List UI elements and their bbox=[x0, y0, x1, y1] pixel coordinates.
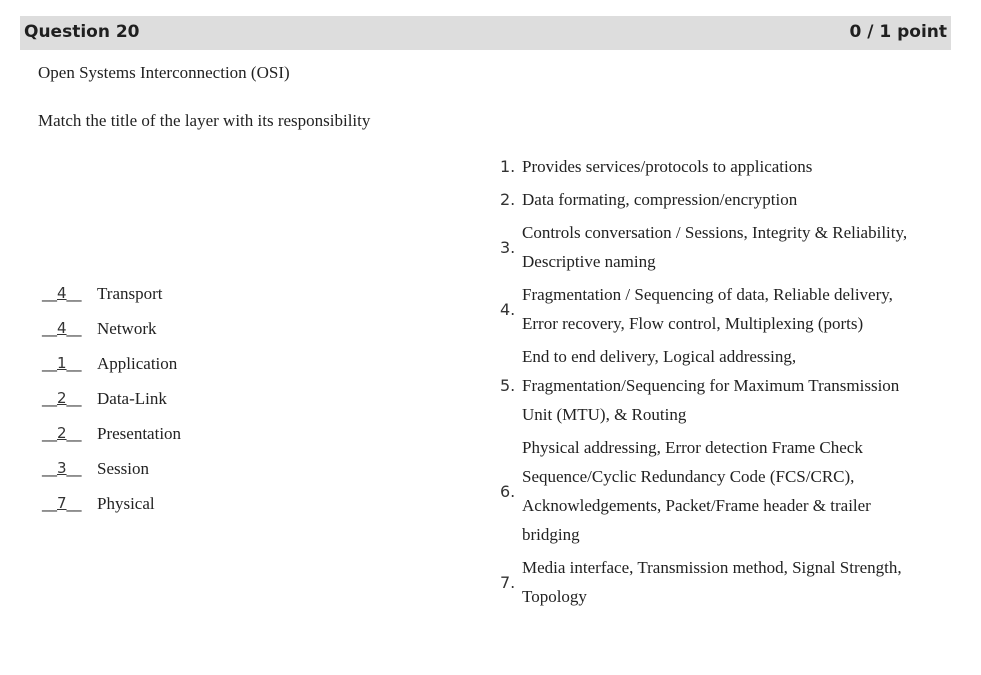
match-answer: 2 bbox=[57, 389, 67, 407]
responsibility-text: End to end delivery, Logical addressing, Fragmentation/Sequencing for Maximum Transmission Unit (MTU), & Routing bbox=[522, 347, 900, 424]
match-list bbox=[42, 284, 181, 529]
match-answer: 1 bbox=[57, 354, 67, 372]
responsibility-number: 7. bbox=[500, 572, 516, 592]
match-layer-label: Data-Link bbox=[97, 389, 167, 408]
match-answer: 7 bbox=[57, 494, 67, 512]
responsibility-item bbox=[500, 340, 940, 431]
match-answer-blank: __1__ bbox=[42, 354, 82, 372]
responsibility-item bbox=[500, 216, 940, 278]
responsibility-text: Fragmentation / Sequencing of data, Reliable delivery, Error recovery, Flow control, Multiplexing (ports) bbox=[522, 285, 893, 333]
responsibility-item bbox=[500, 431, 940, 551]
match-answer-blank: __4__ bbox=[42, 284, 82, 302]
responsibility-item bbox=[500, 551, 940, 613]
match-layer-label: Physical bbox=[97, 494, 155, 513]
responsibility-text: Media interface, Transmission method, Signal Strength, Topology bbox=[522, 558, 902, 606]
match-item bbox=[42, 354, 181, 389]
match-answer-blank: __2__ bbox=[42, 424, 82, 442]
question-score: 0 / 1 point bbox=[849, 22, 947, 42]
question-title: Question 20 bbox=[24, 22, 140, 42]
match-answer: 4 bbox=[57, 319, 67, 337]
question-header bbox=[20, 16, 951, 50]
match-item bbox=[42, 424, 181, 459]
responsibility-text: Controls conversation / Sessions, Integrity & Reliability, Descriptive naming bbox=[522, 223, 908, 271]
responsibility-text: Provides services/protocols to applications bbox=[522, 157, 813, 176]
responsibility-item bbox=[500, 183, 940, 216]
match-layer-label: Session bbox=[97, 459, 149, 478]
responsibility-number: 5. bbox=[500, 376, 516, 395]
responsibility-number: 1. bbox=[500, 157, 516, 176]
match-answer: 2 bbox=[57, 424, 67, 442]
match-answer-blank: __7__ bbox=[42, 494, 82, 512]
match-item bbox=[42, 319, 181, 354]
responsibility-list bbox=[500, 150, 940, 613]
match-layer-label: Network bbox=[97, 319, 157, 338]
responsibility-number: 2. bbox=[500, 190, 516, 209]
match-item bbox=[42, 389, 181, 424]
responsibility-item bbox=[500, 278, 940, 340]
match-item bbox=[42, 494, 181, 529]
match-layer-label: Application bbox=[97, 354, 178, 373]
responsibility-number: 3. bbox=[500, 237, 516, 257]
responsibility-number: 4. bbox=[500, 299, 516, 319]
match-item bbox=[42, 459, 181, 494]
responsibility-text: Physical addressing, Error detection Frame Check Sequence/Cyclic Redundancy Code (FCS/CRC), Acknowledgements, Packet/Frame header & trailer bridging bbox=[522, 438, 871, 544]
match-answer: 4 bbox=[57, 284, 67, 302]
match-answer: 3 bbox=[57, 459, 67, 477]
match-answer-blank: __3__ bbox=[42, 459, 82, 477]
question-instruction: Match the title of the layer with its responsibility bbox=[38, 111, 371, 130]
responsibility-item bbox=[500, 150, 940, 183]
match-item bbox=[42, 284, 181, 319]
match-layer-label: Transport bbox=[97, 284, 163, 303]
match-layer-label: Presentation bbox=[97, 424, 182, 443]
match-answer-blank: __2__ bbox=[42, 389, 82, 407]
question-subtitle: Open Systems Interconnection (OSI) bbox=[38, 63, 290, 82]
responsibility-number: 6. bbox=[500, 481, 516, 501]
responsibility-text: Data formating, compression/encryption bbox=[522, 190, 798, 209]
match-answer-blank: __4__ bbox=[42, 319, 82, 337]
